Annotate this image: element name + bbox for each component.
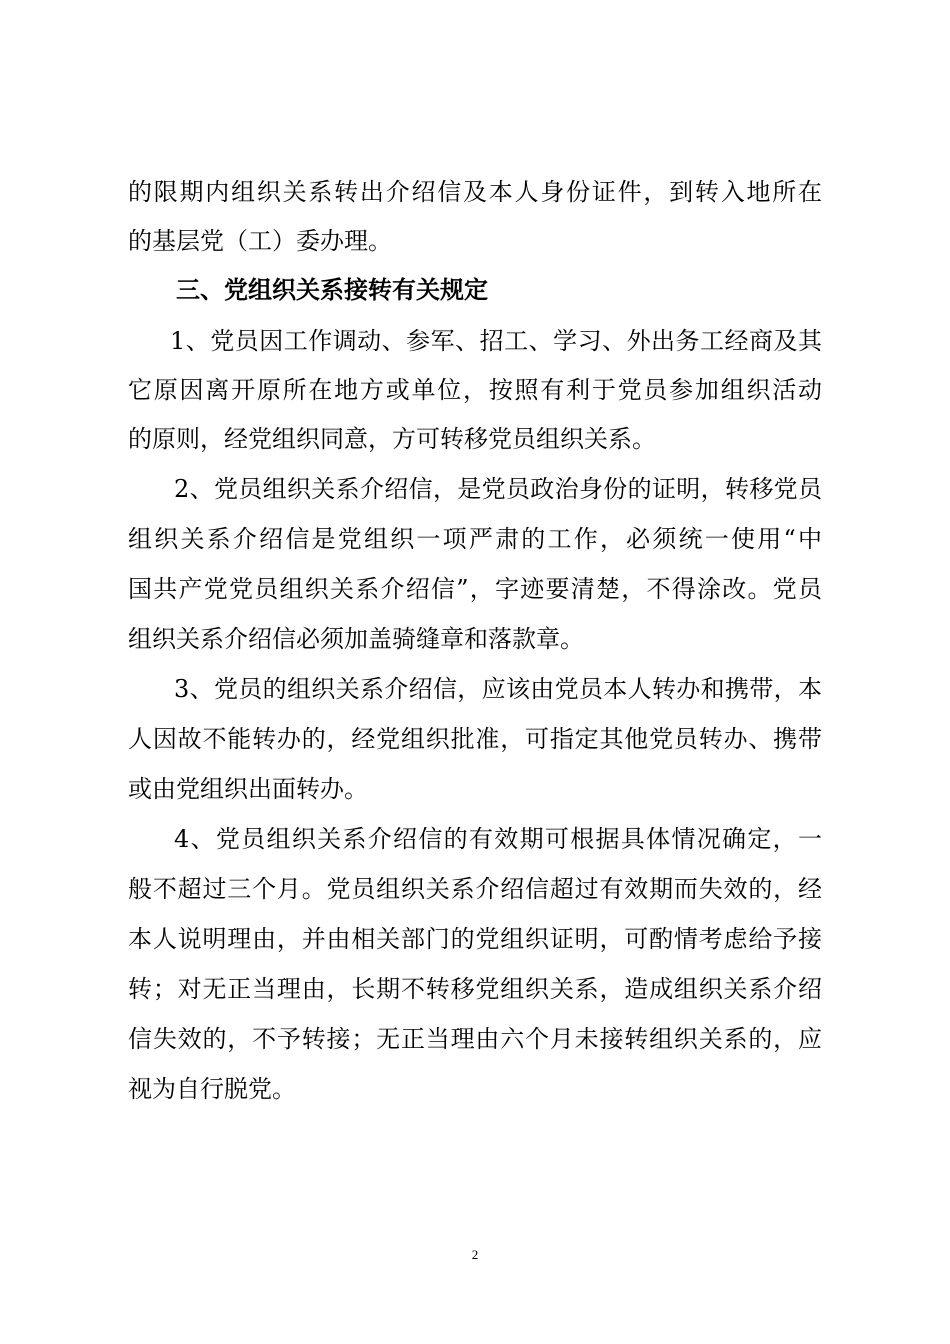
paragraph-line: 的原则，经党组织同意，方可转移党员组织关系。 bbox=[128, 425, 656, 453]
paragraph-line: 的基层党（工）委办理。 bbox=[128, 227, 392, 255]
paragraph-line: 的限期内组织关系转出介绍信及本人身份证件，到转入地所在 bbox=[128, 178, 822, 206]
paragraph-line: 3、党员的组织关系介绍信，应该由党员本人转办和携带，本 bbox=[174, 675, 822, 703]
paragraph-line: 般不超过三个月。党员组织关系介绍信超过有效期而失效的，经 bbox=[128, 875, 822, 903]
paragraph-line: 本人说明理由，并由相关部门的党组织证明，可酌情考虑给予接 bbox=[128, 925, 822, 953]
page-number: 2 bbox=[471, 1247, 479, 1262]
paragraph-line: 人因故不能转办的，经党组织批准，可指定其他党员转办、携带 bbox=[128, 725, 822, 753]
paragraph-line: 视为自行脱党。 bbox=[128, 1075, 296, 1103]
paragraph-line: 2、党员组织关系介绍信，是党员政治身份的证明，转移党员 bbox=[174, 475, 822, 503]
paragraph-line: 国共产党党员组织关系介绍信”，字迹要清楚，不得涂改。党员 bbox=[128, 575, 822, 603]
paragraph-line: 组织关系介绍信必须加盖骑缝章和落款章。 bbox=[128, 625, 584, 653]
paragraph-line: 或由党组织出面转办。 bbox=[128, 775, 368, 803]
paragraph-line: 信失效的，不予转接；无正当理由六个月未接转组织关系的，应 bbox=[128, 1025, 822, 1053]
paragraph-line: 它原因离开原所在地方或单位，按照有利于党员参加组织活动 bbox=[128, 376, 822, 404]
paragraph-line: 4、党员组织关系介绍信的有效期可根据具体情况确定，一 bbox=[174, 825, 822, 853]
paragraph-line: 组织关系介绍信是党组织一项严肃的工作，必须统一使用“中 bbox=[128, 525, 822, 553]
section-heading: 三、党组织关系接转有关规定 bbox=[176, 276, 488, 304]
paragraph-line: 转；对无正当理由，长期不转移党组织关系，造成组织关系介绍 bbox=[128, 975, 822, 1003]
paragraph-line: 1、党员因工作调动、参军、招工、学习、外出务工经商及其 bbox=[170, 327, 822, 355]
